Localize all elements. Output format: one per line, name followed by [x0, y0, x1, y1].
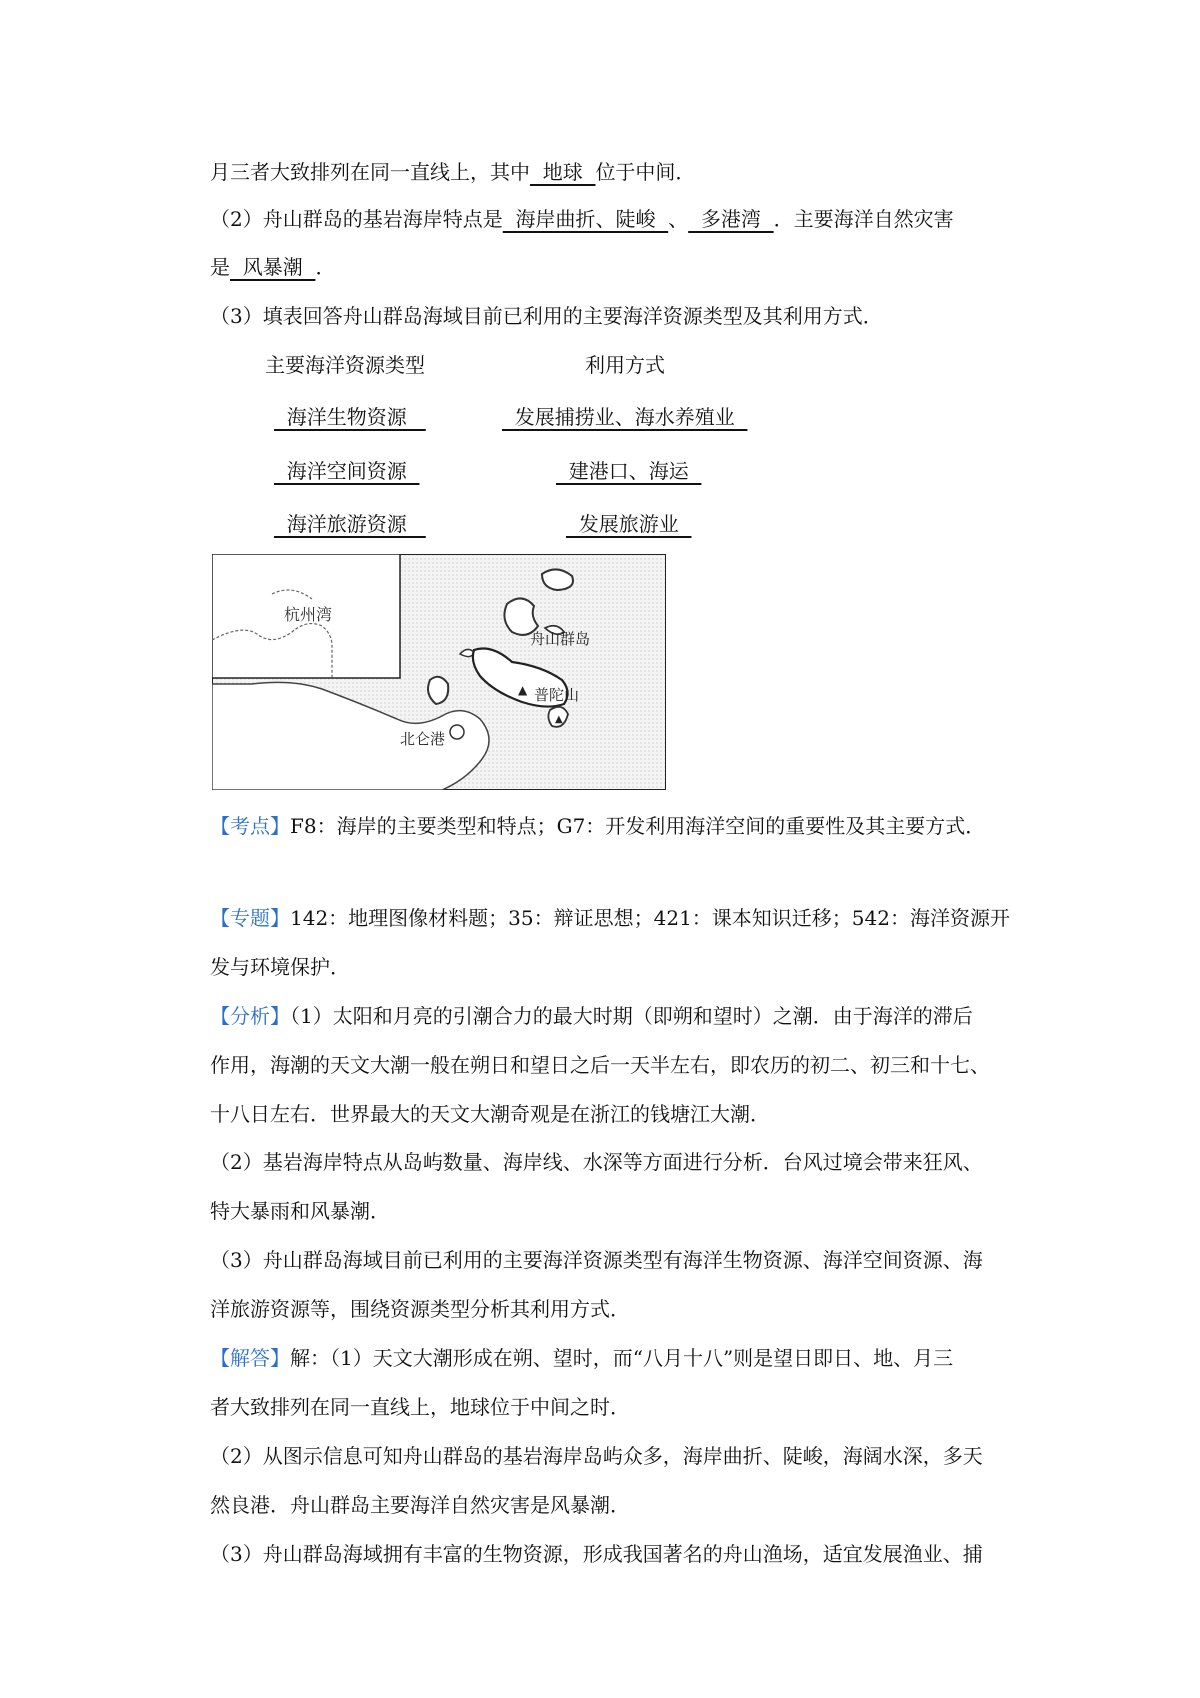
jieda-line-1: 【解答】解：（1）天文大潮形成在朔、望时，而“八月十八”则是望日即日、地、月三: [210, 1346, 954, 1370]
table-row-use: 发展捕捞业、海水养殖业: [502, 405, 748, 429]
jieda-line-4: 然良港．舟山群岛主要海洋自然灾害是风暴潮．: [210, 1493, 630, 1517]
table-row-use: 建港口、海运: [556, 459, 702, 483]
section-tag: 【专题】: [210, 906, 290, 930]
section-tag: 【分析】: [210, 1004, 290, 1028]
fenxi-line-5: 特大暴雨和风暴潮．: [210, 1199, 390, 1223]
inset-label: 杭州湾: [284, 605, 333, 624]
table-row-type: 海洋生物资源: [274, 405, 426, 429]
zhoushan-map-figure: [212, 554, 666, 790]
blank-answer: 风暴潮: [230, 255, 316, 279]
blank-answer: 海岸曲折、陡峻: [502, 207, 669, 231]
fenxi-line-4: （2）基岩海岸特点从岛屿数量、海岸线、水深等方面进行分析．台风过境会带来狂风、: [210, 1150, 983, 1174]
island: [428, 677, 448, 704]
zhuanti-line-2: 发与环境保护．: [210, 955, 350, 979]
jieda-line-2: 者大致排列在同一直线上，地球位于中间之时．: [210, 1395, 630, 1419]
fenxi-line-3: 十八日左右．世界最大的天文大潮奇观是在浙江的钱塘江大潮．: [210, 1102, 770, 1126]
zhuanti-line-1: 【专题】142：地理图像材料题；35：辩证思想；421：课本知识迁移；542：海洋资源开: [210, 906, 1010, 930]
section-tag: 【考点】: [210, 814, 290, 838]
fenxi-line-6: （3）舟山群岛海域目前已利用的主要海洋资源类型有海洋生物资源、海洋空间资源、海: [210, 1248, 983, 1272]
section-tag: 【解答】: [210, 1346, 290, 1370]
table-row-use: 发展旅游业: [566, 512, 692, 536]
fenxi-line-1: 【分析】（1）太阳和月亮的引潮合力的最大时期（即朔和望时）之潮．由于海洋的滞后: [210, 1004, 973, 1028]
blank-answer: 多港湾: [688, 207, 774, 231]
island: [542, 569, 573, 590]
label-putuo: 普陀山: [534, 686, 580, 704]
kaodian-line: 【考点】F8：海岸的主要类型和特点；G7：开发利用海洋空间的重要性及其主要方式．: [210, 814, 986, 838]
mountain-icon: ▲: [555, 714, 563, 725]
table-row-type: 海洋旅游资源: [274, 512, 426, 536]
q1-answer-line: 月三者大致排列在同一直线上，其中 地球 位于中间．: [210, 160, 696, 184]
q2-line-1: （2）舟山群岛的基岩海岸特点是 海岸曲折、陡峻 、 多港湾 ．主要海洋自然灾害: [210, 207, 954, 231]
port-marker: [450, 725, 464, 739]
label-port: 北仑港: [400, 730, 446, 748]
table-row-type: 海洋空间资源: [274, 459, 420, 483]
table-header-type: 主要海洋资源类型: [265, 353, 425, 377]
jieda-line-5: （3）舟山群岛海域拥有丰富的生物资源，形成我国著名的舟山渔场，适宜发展渔业、捕: [210, 1542, 983, 1566]
fenxi-line-2: 作用，海潮的天文大潮一般在朔日和望日之后一天半左右，即农历的初二、初三和十七、: [210, 1053, 990, 1077]
blank-answer: 地球: [530, 160, 596, 184]
label-islands: 舟山群岛: [530, 630, 591, 648]
jieda-line-3: （2）从图示信息可知舟山群岛的基岩海岸岛屿众多，海岸曲折、陡峻，海阔水深，多天: [210, 1444, 983, 1468]
table-header-use: 利用方式: [585, 353, 665, 377]
q3-intro: （3）填表回答舟山群岛海域目前已利用的主要海洋资源类型及其利用方式．: [210, 304, 883, 328]
mountain-icon: ▲: [518, 683, 528, 697]
q2-line-2: 是 风暴潮 ．: [210, 255, 336, 279]
fenxi-line-7: 洋旅游资源等，围绕资源类型分析其利用方式．: [210, 1297, 630, 1321]
